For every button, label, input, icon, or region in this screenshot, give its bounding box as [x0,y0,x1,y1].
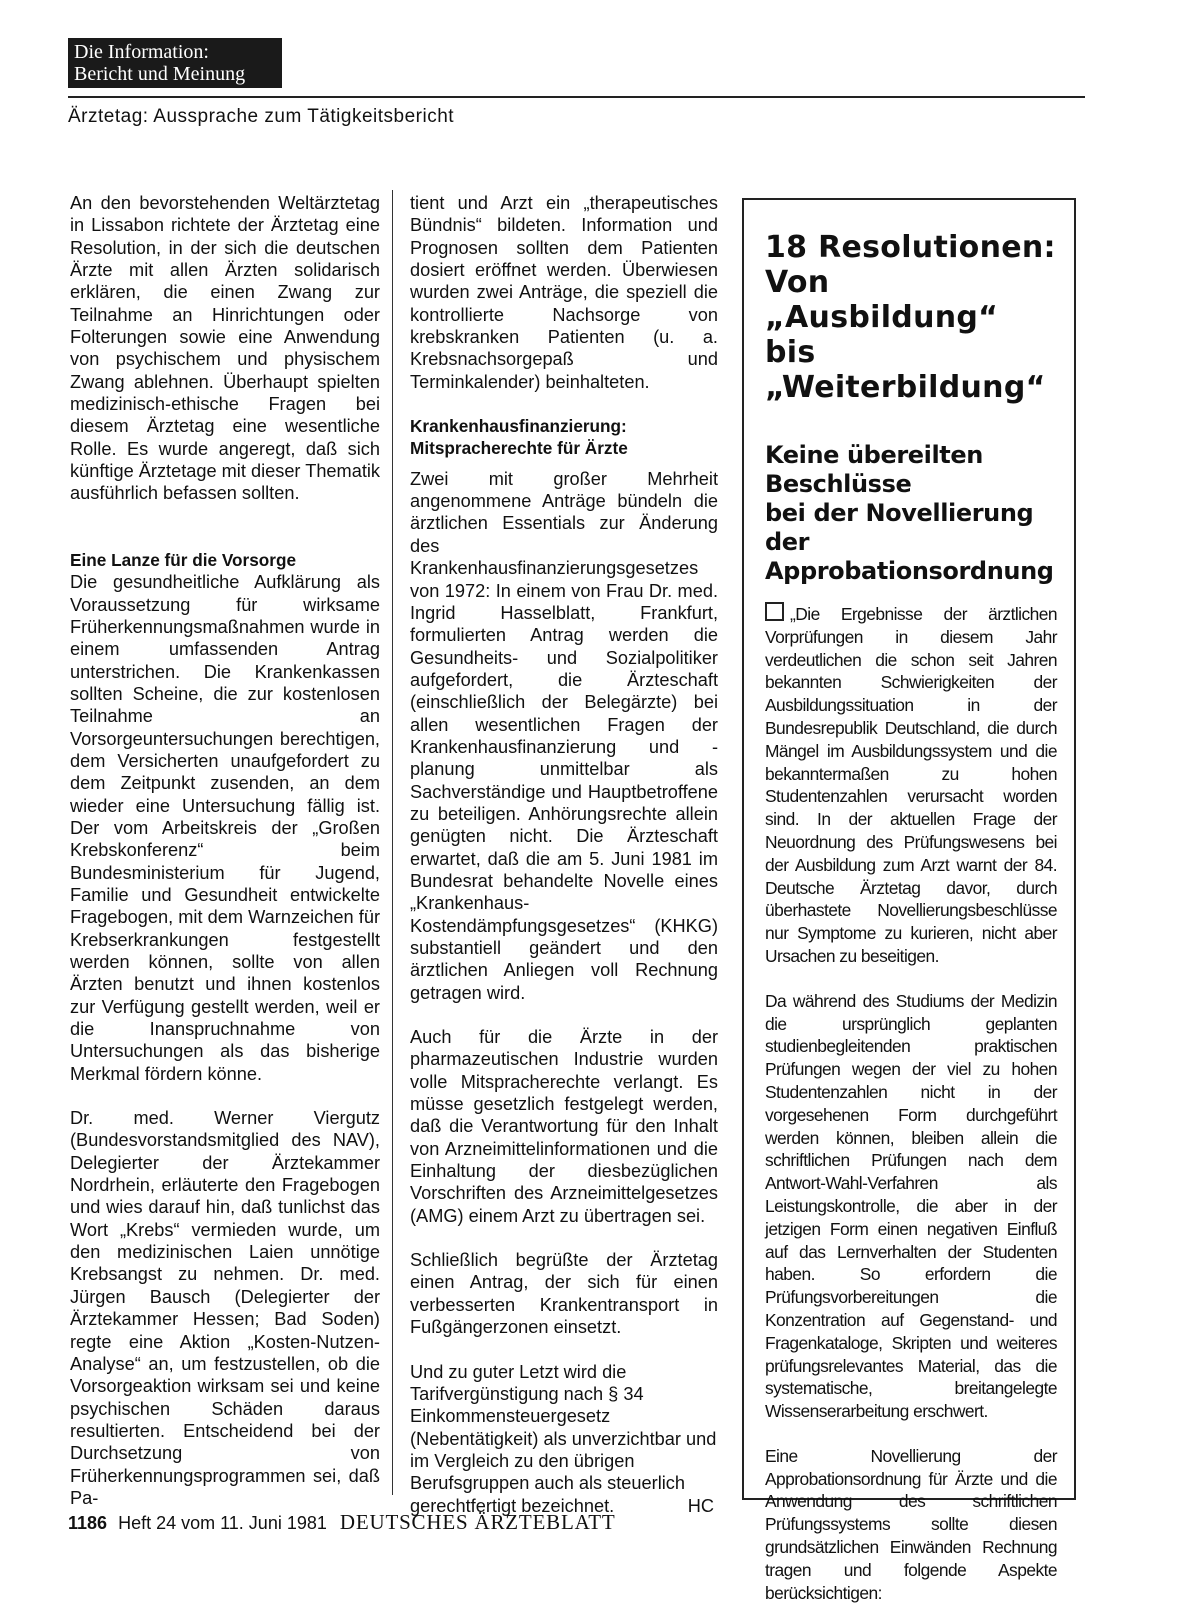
page-footer [68,1510,615,1535]
paragraph: Dr. med. Werner Viergutz (Bundesvorstandsmitglied des NAV), Delegierter der Ärztekammer Nordrhein, erläuterte den Fragebogen und wies darauf hin, daß tunlichst das Wort „Krebs“ vermieden wurde, um den medizinischen Laien unnötige Krebsangst zu nehmen. Dr. med. Jürgen Bausch (Delegierter der Ärztekammer Hessen; Bad Soden) regte eine Aktion „Kosten-Nutzen-Analyse“ an, um festzustellen, ob die Vorsorgeaktion wirksam sei und keine psychischen Schäden daraus resultierten. Entscheidend bei der Durchsetzung von Früherkennungsprogrammen sei, daß Pa- [70,1108,380,1508]
box-title-line: bis „Weiterbildung“ [765,335,1046,405]
resolutions-box-content [765,230,1057,1604]
box-paragraph: Da während des Studiums der Medizin die ursprünglich geplanten studienbegleitenden praktischen Prüfungen wegen der viel zu hohen Studentenzahlen nicht in der vorgesehenen Form durchgeführt werden können, bleiben allein die schriftlichen Prüfungen nach dem Antwort-Wahl-Verfahren als Leistungskontrolle, die aber in der jetzigen Form einen negativen Einfluß auf das Lernverhalten der Studenten haben. So erfordern die Prüfungsvorbereitungen die Konzentration auf Gegenstand- und Fragenkataloge, Skripten und weiteres prüfungsrelevantes Material, das die systematische, breitangelegte Wissenserarbeitung erschwert. [765,990,1057,1422]
square-bullet-icon [765,602,784,621]
box-subtitle-line: Keine übereilten [765,441,983,469]
section-badge [68,38,282,88]
paragraph: Auch für die Ärzte in der pharmazeutischen Industrie wurden volle Mitspracherechte verlangt. Es müsse gesetzlich festgelegt werden, daß die Verantwortung für den Inhalt von Arzneimittelinformationen und die Einhaltung der diesbezüglichen Vorschriften des Arzneimittelgesetzes (AMG) einem Arzt zu übertragen sei. [410,1027,718,1226]
author-signature: HC [687,1495,714,1516]
badge-line-2: Bericht und Meinung [74,63,246,85]
box-paragraph: „Die Ergebnisse der ärztlichen Vorprüfungen in diesem Jahr verdeutlichen die schon seit Jahren bekannten Schwierigkeiten der Ausbildungssituation in der Bundesrepublik Deutschland, die durch Mängel im Ausbildungssystem und die bekanntermaßen zu hohen Studentenzahlen verursacht worden sind. In der aktuellen Frage der Neuordnung des Prüfungswesens bei der Ausbildung zum Arzt warnt der 84. Deutsche Ärztetag davor, durch überhastete Novellierungsbeschlüsse nur Symptome zu kurieren, nicht aber Ursachen zu beseitigen. [765,604,1057,966]
section-heading: Krankenhausfinanzierung: [410,416,627,437]
section-heading: Eine Lanze für die Vorsorge [70,549,297,570]
header-rule [68,96,1085,98]
box-subtitle-line: bei der Novellierung [765,499,1034,527]
paragraph: tient und Arzt ein „therapeutisches Bündnis“ bildeten. Information und Prognosen sollten dem Patienten dosiert eröffnet werden. Überwiesen wurden zwei Anträge, die speziell die kontrollierte Nachsorge von krebskranken Patienten (u. a. Krebsnachsorgepaß und Terminkalender) beinhalteten. [410,193,718,392]
paragraph: An den bevorstehenden Weltärztetag in Lissabon richtete der Ärztetag eine Resolution, in der sich die deutschen Ärzte mit allen Ärzten solidarisch erklären, die einen Zwang zur Teilnahme an Hinrichtungen oder Folterungen sowie eine Anwendung von psychischem und physischem Zwang ablehnen. Überhaupt spielten medizinisch-ethische Fragen bei diesem Ärztetag eine wesentliche Rolle. Es wurde angeregt, daß sich künftige Ärztetage mit dieser Thematik ausführlich befassen sollten. [70,193,381,504]
badge-line-1: Die Information: [74,41,209,63]
magazine-name: DEUTSCHES ÄRZTEBLATT [339,1510,616,1534]
paragraph: Die gesundheitliche Aufklärung als Voraussetzung für wirksame Früherkennungsmaßnahmen wurde in einem umfassenden Antrag unterstrichen. Die Krankenkassen sollten Scheine, die zur kostenlosen Teilnahme an Vorsorgeuntersuchungen berechtigen, dem Versicherten unaufgefordert zu dem Zeitpunkt zusenden, an dem wieder eine Untersuchung fällig ist. Der vom Arbeitskreis der „Großen Krebskonferenz“ beim Bundesministerium für Jugend, Familie und Gesundheit entwickelte Fragebogen, mit dem Warnzeichen für Krebserkrankungen festgestellt werden können, sollte von allen Ärzten benutzt und ihnen kostenlos zur Verfügung gestellt werden, weil er die Inanspruchnahme von Untersuchungen als das bisherige Merkmal fördern könne. [70,572,380,1084]
paragraph: Und zu guter Letzt wird die Tarifvergünstigung nach § 34 Einkommensteuergesetz (Nebentätigkeit) als unverzichtbar und im Vergleich zu den übrigen Berufsgruppen auch als steuerlich gerechtfertigt bezeichnet. [410,1361,717,1516]
section-heading: Mitspracherechte für Ärzte [410,438,628,459]
paragraph: Schließlich begrüßte der Ärztetag einen Antrag, der sich für einen verbesserten Krankentransport in Fußgängerzonen einsetzt. [410,1250,718,1338]
paragraph: Zwei mit großer Mehrheit angenommene Anträge bündeln die ärztlichen Essentials zur Änderung des Krankenhausfinanzierungsgesetzes von 1972: In einem von Frau Dr. med. Ingrid Hasselblatt, Frankfurt, formulierten Antrag werden die Gesundheits- und Sozialpolitiker aufgefordert, die Ärzteschaft (einschließlich der Belegärzte) bei allen wesentlichen Fragen der Krankenhausfinanzierung und -planung unmittelbar als Sachverständige und Hauptbetroffene zu beteiligen. Anhörungsrechte allein genügten nicht. Die Ärzteschaft erwartet, daß die am 5. Juni 1981 im Bundesrat behandelte Novelle eines „Krankenhaus-Kostendämpfungsgesetzes“ (KHKG) substantiell geändert und den ärztlichen Anliegen voll Rechnung getragen wird. [410,468,718,1003]
column-divider [392,190,393,1495]
box-paragraph: Eine Novellierung der Approbationsordnung für Ärzte und die Anwendung des schriftlichen Prüfungssystems sollte diesen grundsätzlichen Einwänden Rechnung tragen und folgende Aspekte berücksichtigen: [765,1445,1057,1603]
box-title-line: Von „Ausbildung“ [765,265,999,335]
page-number: 1186 [68,1513,108,1533]
box-subtitle-line: Beschlüsse [765,470,912,498]
article-column-2 [410,192,718,1517]
box-title-line: 18 Resolutionen: [765,230,1056,265]
box-subtitle-line: der Approbationsordnung [765,528,1054,585]
article-column-1 [70,192,380,1509]
page-subtitle: Ärztetag: Aussprache zum Tätigkeitsbericht [68,106,455,127]
issue-info: Heft 24 vom 11. Juni 1981 [118,1513,327,1533]
